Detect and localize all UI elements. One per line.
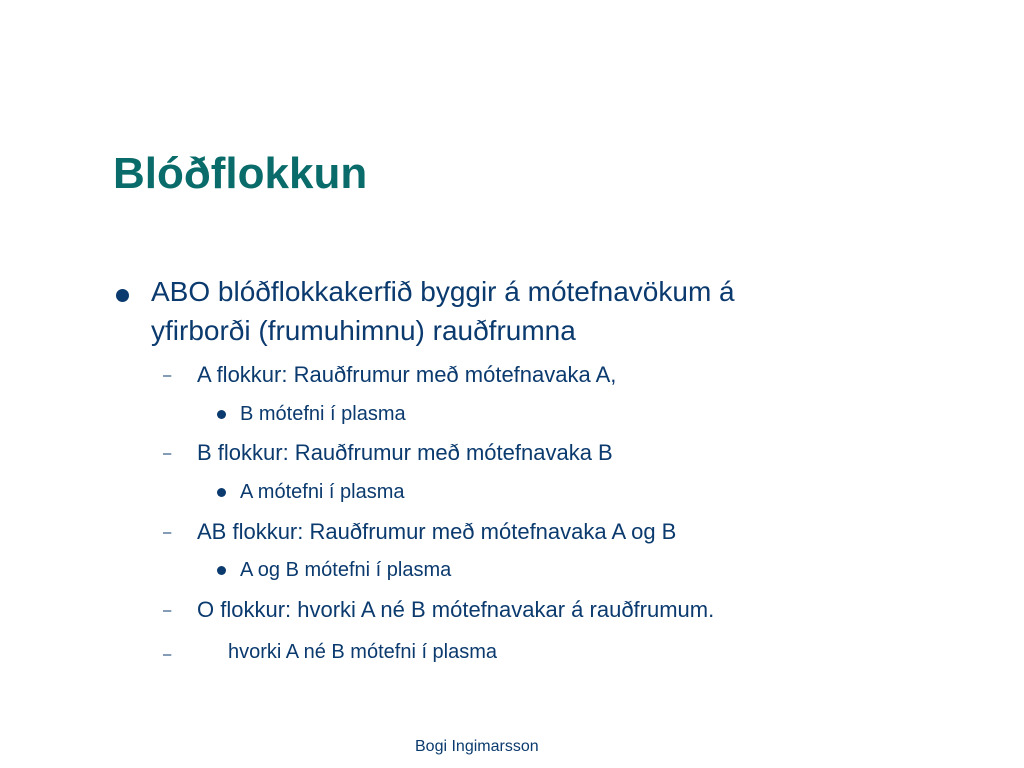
main-bullet-line-2: yfirborði (frumuhimnu) rauðfrumna xyxy=(151,315,576,346)
main-bullet-dot xyxy=(116,289,129,302)
dash-o: – xyxy=(163,602,172,619)
sub-item-a: A flokkur: Rauðfrumur með mótefnavaka A, xyxy=(197,362,617,387)
detail-dot-a xyxy=(217,410,226,419)
dash-a: – xyxy=(163,367,172,384)
footer-author: Bogi Ingimarsson xyxy=(415,738,539,755)
sub-item-o-detail: hvorki A né B mótefni í plasma xyxy=(228,641,498,663)
main-bullet-line-1: ABO blóðflokkakerfið byggir á mótefnavökum á xyxy=(151,276,735,307)
sub-item-b: B flokkur: Rauðfrumur með mótefnavaka B xyxy=(197,440,613,465)
dash-ab: – xyxy=(163,524,172,541)
dash-b: – xyxy=(163,445,172,462)
detail-a: B mótefni í plasma xyxy=(240,403,406,425)
detail-b: A mótefni í plasma xyxy=(240,481,405,503)
slide-title: Blóðflokkun xyxy=(113,149,368,198)
detail-dot-ab xyxy=(217,566,226,575)
detail-dot-b xyxy=(217,488,226,497)
sub-item-ab: AB flokkur: Rauðfrumur með mótefnavaka A og B xyxy=(197,519,677,544)
dash-o-detail: – xyxy=(163,646,172,663)
sub-item-o: O flokkur: hvorki A né B mótefnavakar á rauðfrumum. xyxy=(197,597,715,622)
detail-ab: A og B mótefni í plasma xyxy=(240,559,452,581)
